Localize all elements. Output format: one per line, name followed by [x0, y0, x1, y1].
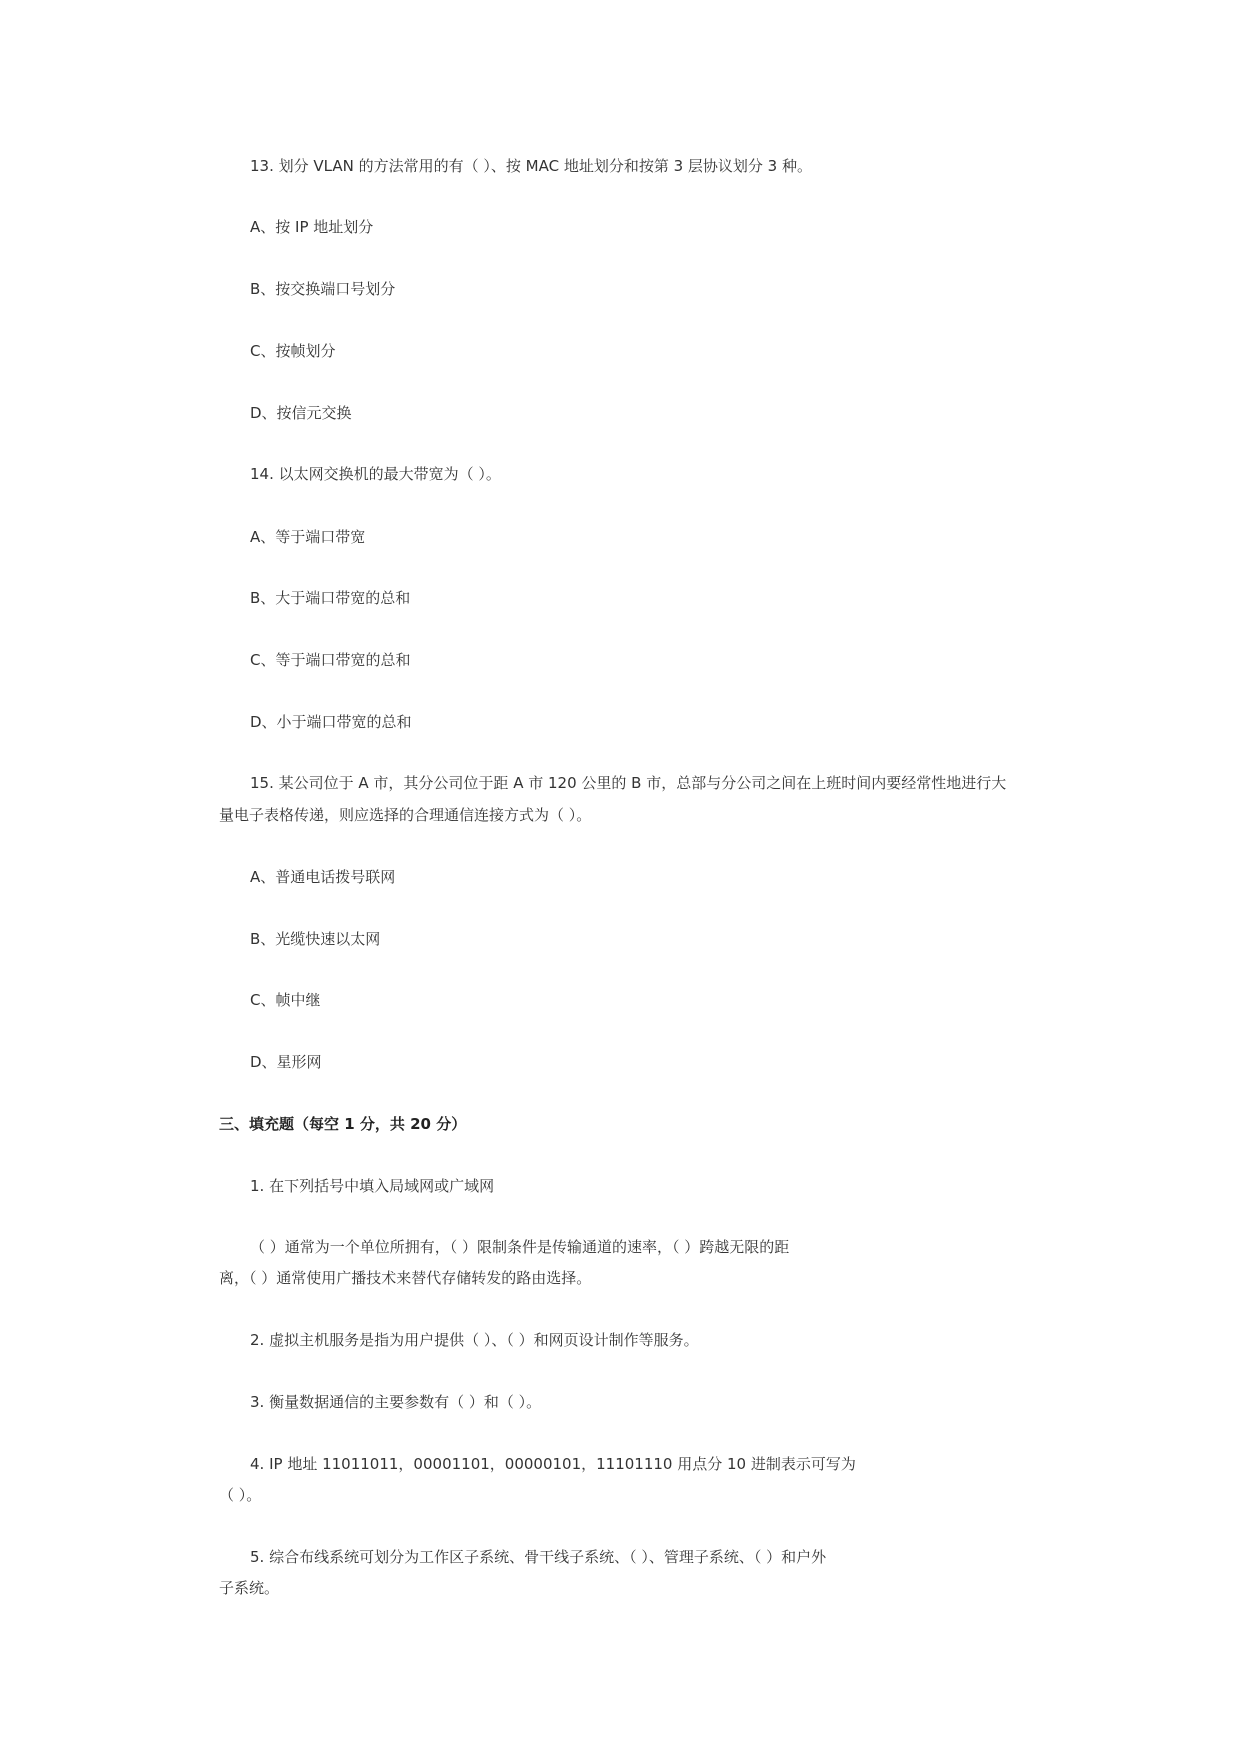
q15-stem-line2: 量电子表格传递，则应选择的合理通信连接方式为（ ）。: [219, 806, 592, 824]
q14-option-b: B、大于端口带宽的总和: [250, 589, 411, 607]
q14-option-c: C、等于端口带宽的总和: [250, 651, 411, 669]
fill-4-line1: 4. IP 地址 11011011，00001101，00000101，11101110 用点分 10 进制表示可写为: [250, 1455, 856, 1473]
q13-stem: 13. 划分 VLAN 的方法常用的有（ ）、按 MAC 地址划分和按第 3 层协议划分 3 种。: [250, 157, 812, 175]
q15-option-b: B、光缆快速以太网: [250, 930, 381, 948]
fill-3: 3. 衡量数据通信的主要参数有（ ）和（ ）。: [250, 1393, 542, 1411]
fill-2: 2. 虚拟主机服务是指为用户提供（ ）、（ ）和网页设计制作等服务。: [250, 1331, 699, 1349]
q14-option-d: D、小于端口带宽的总和: [250, 713, 412, 731]
q15-option-a: A、普通电话拨号联网: [250, 868, 396, 886]
fill-1-line1: （ ）通常为一个单位所拥有，（ ）限制条件是传输通道的速率，（ ）跨越无限的距: [250, 1238, 790, 1256]
q15-option-c: C、帧中继: [250, 991, 321, 1009]
q15-stem-line1: 15. 某公司位于 A 市，其分公司位于距 A 市 120 公里的 B 市，总部与分公司之间在上班时间内要经常性地进行大: [250, 774, 1007, 792]
q13-option-d: D、按信元交换: [250, 404, 352, 422]
fill-1-line2: 离，（ ）通常使用广播技术来替代存储转发的路由选择。: [219, 1269, 592, 1287]
fill-5-line1: 5. 综合布线系统可划分为工作区子系统、骨干线子系统、（ ）、管理子系统、（ ）和户外: [250, 1548, 827, 1566]
q14-option-a: A、等于端口带宽: [250, 528, 366, 546]
q13-option-b: B、按交换端口号划分: [250, 280, 396, 298]
q15-option-d: D、星形网: [250, 1053, 322, 1071]
q14-stem: 14. 以太网交换机的最大带宽为（ ）。: [250, 465, 501, 483]
fill-1-stem: 1. 在下列括号中填入局域网或广域网: [250, 1177, 495, 1195]
q13-option-c: C、按帧划分: [250, 342, 336, 360]
fill-5-line2: 子系统。: [219, 1579, 280, 1597]
fill-4-line2: （ ）。: [219, 1486, 262, 1504]
section-heading: 三、填充题（每空 1 分，共 20 分）: [219, 1115, 467, 1133]
q13-option-a: A、按 IP 地址划分: [250, 218, 374, 236]
